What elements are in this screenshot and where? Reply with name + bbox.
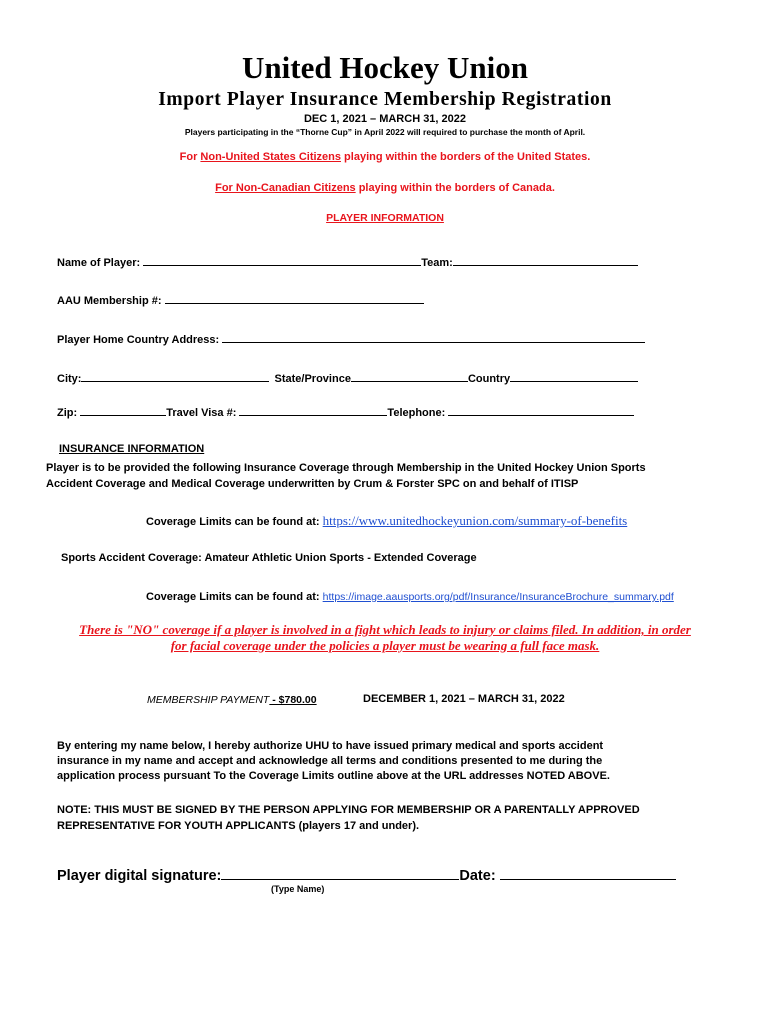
state-label: State/Province bbox=[274, 373, 351, 385]
signature-row bbox=[57, 866, 676, 884]
us-eligibility bbox=[0, 151, 770, 163]
coverage-limits-1 bbox=[146, 513, 627, 529]
us-suffix: playing within the borders of the United States. bbox=[341, 151, 591, 163]
coverage-limits-label-1: Coverage Limits can be found at: bbox=[146, 516, 323, 528]
payment-period: DECEMBER 1, 2021 – MARCH 31, 2022 bbox=[363, 693, 565, 705]
telephone-label: Telephone: bbox=[387, 407, 446, 419]
country-label: Country bbox=[467, 373, 511, 385]
player-name-row bbox=[57, 255, 638, 269]
aau-label: AAU Membership #: bbox=[57, 295, 162, 307]
address-label: Player Home Country Address: bbox=[57, 334, 220, 346]
brochure-summary-link[interactable]: https://image.aausports.org/pdf/Insurance/InsuranceBrochure_summary.pdf bbox=[322, 591, 674, 603]
signature-label: Player digital signature: bbox=[57, 868, 222, 884]
country-field[interactable] bbox=[510, 371, 638, 382]
zip-label: Zip: bbox=[57, 407, 78, 419]
date-label: Date: bbox=[459, 868, 500, 884]
no-coverage-warning-line2: for facial coverage under the policies a player must be wearing a full face mask. bbox=[170, 638, 600, 653]
membership-payment bbox=[147, 694, 317, 706]
team-label: Team: bbox=[421, 257, 453, 269]
ca-suffix: playing within the borders of Canada. bbox=[355, 182, 555, 194]
player-name-field[interactable] bbox=[143, 255, 421, 266]
player-name-label: Name of Player: bbox=[57, 257, 141, 269]
signature-note-line1: NOTE: THIS MUST BE SIGNED BY THE PERSON APPLYING FOR MEMBERSHIP OR A PARENTALLY APPROVED bbox=[57, 804, 640, 816]
insurance-intro-line2: Accident Coverage and Medical Coverage underwritten by Crum & Forster SPC on and behalf of ITISP bbox=[46, 478, 579, 490]
ca-eligibility bbox=[0, 182, 770, 194]
payment-label: MEMBERSHIP PAYMENT bbox=[147, 694, 270, 706]
city-label: City: bbox=[57, 373, 82, 385]
type-name-hint: (Type Name) bbox=[271, 884, 325, 894]
payment-amount: - $780.00 bbox=[269, 694, 317, 706]
player-info-heading: PLAYER INFORMATION bbox=[326, 212, 444, 224]
state-field[interactable] bbox=[351, 371, 468, 382]
aau-row bbox=[57, 293, 424, 307]
aau-membership-field[interactable] bbox=[165, 293, 424, 304]
zip-field[interactable] bbox=[80, 405, 166, 416]
travel-visa-field[interactable] bbox=[239, 405, 387, 416]
team-field[interactable] bbox=[453, 255, 638, 266]
ca-non-citizens-link: For Non-Canadian Citizens bbox=[215, 182, 356, 194]
zip-row bbox=[57, 405, 634, 419]
authorization-line2: insurance in my name and accept and acknowledge all terms and conditions presented to me during the bbox=[57, 755, 603, 767]
coverage-limits-2 bbox=[146, 591, 674, 603]
date-range: DEC 1, 2021 – MARCH 31, 2022 bbox=[303, 113, 467, 125]
signature-field[interactable] bbox=[221, 866, 459, 880]
telephone-field[interactable] bbox=[448, 405, 634, 416]
us-non-citizens-link: Non-United States Citizens bbox=[200, 151, 341, 163]
authorization-line3: application process pursuant To the Coverage Limits outline above at the URL addresses NOTED ABOVE. bbox=[57, 770, 610, 782]
coverage-limits-label-2: Coverage Limits can be found at: bbox=[146, 591, 323, 603]
form-title: Import Player Insurance Membership Registration bbox=[158, 89, 612, 110]
benefits-summary-link[interactable]: https://www.unitedhockeyunion.com/summary-of-benefits bbox=[322, 513, 628, 528]
visa-label: Travel Visa #: bbox=[166, 407, 237, 419]
date-field[interactable] bbox=[500, 866, 676, 880]
org-title: United Hockey Union bbox=[242, 50, 528, 85]
no-coverage-warning-line1: There is "NO" coverage if a player is involved in a fight which leads to injury or claims filed. In addition, in order bbox=[79, 622, 691, 637]
city-field[interactable] bbox=[81, 371, 269, 382]
thorne-cup-note: Players participating in the “Thorne Cup” in April 2022 will required to purchase the month of April. bbox=[184, 127, 586, 137]
city-row bbox=[57, 371, 638, 385]
signature-note-line2: REPRESENTATIVE FOR YOUTH APPLICANTS (players 17 and under). bbox=[57, 820, 420, 832]
authorization-line1: By entering my name below, I hereby authorize UHU to have issued primary medical and sports accident bbox=[57, 740, 604, 752]
us-prefix: For bbox=[179, 151, 201, 163]
insurance-info-heading: INSURANCE INFORMATION bbox=[59, 443, 205, 455]
address-row bbox=[57, 332, 645, 346]
insurance-intro-line1: Player is to be provided the following Insurance Coverage through Membership in the United Hockey Union Sports bbox=[46, 462, 646, 474]
sports-accident-coverage: Sports Accident Coverage: Amateur Athletic Union Sports - Extended Coverage bbox=[61, 552, 477, 564]
home-address-field[interactable] bbox=[222, 332, 645, 343]
